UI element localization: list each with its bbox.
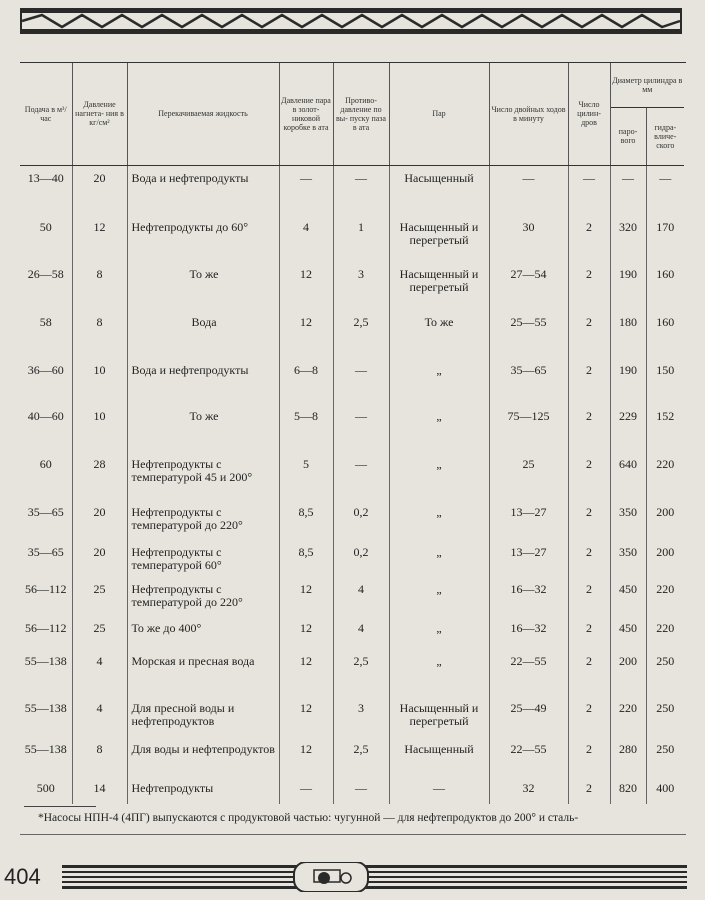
back-pressure-cell: 1 — [333, 215, 389, 262]
diameter-hydraulic-cell: — — [659, 170, 672, 185]
table-row — [20, 577, 684, 616]
feed-cell: 55—138 — [20, 737, 72, 776]
feed-cell: 55—138 — [20, 696, 72, 737]
feed-cell: 60 — [20, 452, 72, 500]
steam-pressure-cell: — — [279, 165, 333, 215]
back-pressure-cell: — — [333, 404, 389, 452]
diameter-hydraulic-cell: 160 — [656, 267, 675, 281]
header-steam-pressure: Давление пара в золот- никовой коробке в ата — [279, 63, 333, 165]
diameter-steam-cell: 350 — [610, 500, 646, 540]
pressure-cell: 4 — [72, 696, 127, 737]
footnote: *Насосы НПН-4 (4ПГ) выпускаются с продуктовой частью: чугунной — для нефтепродуктов до 200° и сталь- — [38, 812, 579, 824]
steam-pressure-cell: 12 — [279, 616, 333, 649]
diameter-hydraulic-cell: 150 — [656, 363, 675, 377]
diameter-steam-cell: 280 — [610, 737, 646, 776]
feed-cell: 56—112 — [20, 616, 72, 649]
steam-pressure-cell: 12 — [279, 737, 333, 776]
steam-pressure-cell: 12 — [279, 577, 333, 616]
double-strokes-cell: 35—65 — [489, 358, 568, 404]
pressure-cell: 12 — [72, 215, 127, 262]
steam-pressure-cell: 5 — [279, 452, 333, 500]
cylinders-cell: 2 — [568, 649, 610, 696]
pressure-cell: 28 — [72, 452, 127, 500]
steam-pressure-cell: 5—8 — [279, 404, 333, 452]
liquid-cell: Вода и нефтепродукты — [127, 358, 279, 404]
table-row — [20, 215, 684, 262]
pressure-cell: 8 — [72, 310, 127, 358]
liquid-cell: Для воды и нефтепродуктов — [127, 737, 279, 776]
double-strokes-cell: 22—55 — [489, 649, 568, 696]
double-strokes-cell: 32 — [489, 776, 568, 804]
feed-cell: 35—65 — [20, 540, 72, 577]
diameter-steam-cell: 820 — [610, 776, 646, 804]
liquid-cell: Нефтепродукты до 60° — [127, 215, 279, 262]
bottom-rule — [20, 834, 686, 835]
pressure-cell: 20 — [72, 500, 127, 540]
double-strokes-cell: 16—32 — [489, 577, 568, 616]
double-strokes-cell: 25—49 — [489, 696, 568, 737]
pressure-cell: 8 — [72, 737, 127, 776]
feed-cell: 35—65 — [20, 500, 72, 540]
table-row — [20, 649, 684, 696]
table-row — [20, 404, 684, 452]
feed-cell: 55—138 — [20, 649, 72, 696]
top-ornament-border — [20, 8, 682, 34]
table-row — [20, 616, 684, 649]
table-row — [20, 696, 684, 737]
liquid-cell: Для пресной воды и нефтепродуктов — [127, 696, 279, 737]
diameter-hydraulic-cell: 250 — [656, 654, 675, 668]
diameter-hydraulic-cell: 170 — [656, 220, 675, 234]
double-strokes-cell: — — [489, 165, 568, 215]
feed-cell: 13—40 — [20, 165, 72, 215]
double-strokes-cell: 25—55 — [489, 310, 568, 358]
liquid-cell: То же — [127, 262, 279, 310]
footnote-rule — [24, 806, 96, 807]
back-pressure-cell: — — [333, 452, 389, 500]
cylinders-cell: 2 — [568, 776, 610, 804]
diameter-hydraulic-cell: 220 — [656, 582, 675, 596]
diameter-steam-cell: 190 — [610, 358, 646, 404]
pressure-cell: 10 — [72, 358, 127, 404]
steam-cell: — — [389, 776, 489, 804]
liquid-cell: Нефтепродукты с температурой до 220° — [127, 500, 279, 540]
cylinders-cell: 2 — [568, 215, 610, 262]
double-strokes-cell: 22—55 — [489, 737, 568, 776]
header-feed: Подача в м³/час — [20, 63, 72, 165]
steam-cell: „ — [389, 500, 489, 540]
header-diameter-steam: паро- вого — [610, 107, 646, 165]
diameter-steam-cell: 200 — [610, 649, 646, 696]
diameter-hydraulic-cell: 250 — [656, 742, 675, 756]
table-row — [20, 452, 684, 500]
steam-cell: Насыщенный и перегретый — [389, 215, 489, 262]
cylinders-cell: 2 — [568, 696, 610, 737]
cylinders-cell: 2 — [568, 577, 610, 616]
steam-cell: То же — [389, 310, 489, 358]
back-pressure-cell: 2,5 — [333, 737, 389, 776]
table-row — [20, 310, 684, 358]
cylinders-cell: — — [568, 165, 610, 215]
back-pressure-cell: — — [333, 776, 389, 804]
steam-cell: „ — [389, 649, 489, 696]
pressure-cell: 14 — [72, 776, 127, 804]
header-cylinders: Число цилин- дров — [568, 63, 610, 165]
header-cylinder-diameter: Диаметр цилиндра в мм — [610, 63, 684, 107]
steam-cell: Насыщенный и перегретый — [389, 696, 489, 737]
feed-cell: 500 — [20, 776, 72, 804]
back-pressure-cell: 3 — [333, 696, 389, 737]
table-row — [20, 262, 684, 310]
liquid-cell: Морская и пресная вода — [127, 649, 279, 696]
steam-pressure-cell: 12 — [279, 696, 333, 737]
table-row — [20, 776, 684, 804]
double-strokes-cell: 27—54 — [489, 262, 568, 310]
back-pressure-cell: — — [333, 165, 389, 215]
header-diameter-hydraulic: гидра- вличе- ского — [646, 107, 684, 165]
steam-pressure-cell: 6—8 — [279, 358, 333, 404]
steam-cell: Насыщенный — [389, 737, 489, 776]
pressure-cell: 10 — [72, 404, 127, 452]
feed-cell: 40—60 — [20, 404, 72, 452]
steam-pressure-cell: 8,5 — [279, 540, 333, 577]
steam-pressure-cell: 12 — [279, 262, 333, 310]
back-pressure-cell: 4 — [333, 577, 389, 616]
liquid-cell: Вода и нефтепродукты — [127, 165, 279, 215]
double-strokes-cell: 25 — [489, 452, 568, 500]
header-double-strokes: Число двойных ходов в минуту — [489, 63, 568, 165]
table-row — [20, 737, 684, 776]
header-discharge-pressure: Давление нагнета- ния в кг/см² — [72, 63, 127, 165]
cylinders-cell: 2 — [568, 404, 610, 452]
diameter-steam-cell: 640 — [610, 452, 646, 500]
feed-cell: 26—58 — [20, 262, 72, 310]
steam-pressure-cell: 12 — [279, 310, 333, 358]
table-row — [20, 358, 684, 404]
steam-cell: „ — [389, 577, 489, 616]
table-row — [20, 540, 684, 577]
table-body — [20, 165, 684, 804]
back-pressure-cell: 3 — [333, 262, 389, 310]
cylinders-cell: 2 — [568, 452, 610, 500]
bottom-ornament-border — [62, 862, 687, 892]
diameter-steam-cell: 320 — [610, 215, 646, 262]
steam-cell: „ — [389, 616, 489, 649]
diameter-hydraulic-cell: 220 — [656, 621, 675, 635]
steam-pressure-cell: — — [279, 776, 333, 804]
table-row — [20, 165, 684, 215]
steam-cell: Насыщенный и перегретый — [389, 262, 489, 310]
steam-cell: „ — [389, 452, 489, 500]
double-strokes-cell: 13—27 — [489, 500, 568, 540]
pressure-cell: 20 — [72, 540, 127, 577]
liquid-cell: То же — [127, 404, 279, 452]
liquid-cell: Нефтепродукты с температурой до 220° — [127, 577, 279, 616]
steam-cell: „ — [389, 404, 489, 452]
pressure-cell: 4 — [72, 649, 127, 696]
back-pressure-cell: 2,5 — [333, 310, 389, 358]
diameter-steam-cell: 229 — [610, 404, 646, 452]
table-row — [20, 500, 684, 540]
diameter-hydraulic-cell: 400 — [656, 781, 675, 795]
liquid-cell: Вода — [127, 310, 279, 358]
cylinders-cell: 2 — [568, 540, 610, 577]
double-strokes-cell: 75—125 — [489, 404, 568, 452]
steam-pressure-cell: 4 — [279, 215, 333, 262]
back-pressure-cell: 0,2 — [333, 500, 389, 540]
liquid-cell: То же до 400° — [127, 616, 279, 649]
pump-specs-table — [20, 63, 684, 804]
diameter-hydraulic-cell: 250 — [656, 701, 675, 715]
diameter-hydraulic-cell: 220 — [656, 457, 675, 471]
cylinders-cell: 2 — [568, 616, 610, 649]
diameter-steam-cell: 190 — [610, 262, 646, 310]
back-pressure-cell: 4 — [333, 616, 389, 649]
back-pressure-cell: 0,2 — [333, 540, 389, 577]
header-steam: Пар — [389, 63, 489, 165]
diameter-hydraulic-cell: 160 — [656, 315, 675, 329]
diameter-hydraulic-cell: 200 — [656, 545, 675, 559]
steam-cell: „ — [389, 540, 489, 577]
double-strokes-cell: 30 — [489, 215, 568, 262]
steam-cell: Насыщенный — [389, 165, 489, 215]
pressure-cell: 8 — [72, 262, 127, 310]
cylinders-cell: 2 — [568, 500, 610, 540]
liquid-cell: Нефтепродукты — [127, 776, 279, 804]
cylinders-cell: 2 — [568, 358, 610, 404]
diameter-steam-cell: 350 — [610, 540, 646, 577]
header-back-pressure: Противо- давление по вы- пуску паза в ата — [333, 63, 389, 165]
steam-pressure-cell: 8,5 — [279, 500, 333, 540]
double-strokes-cell: 13—27 — [489, 540, 568, 577]
feed-cell: 36—60 — [20, 358, 72, 404]
diameter-steam-cell: 180 — [610, 310, 646, 358]
cylinders-cell: 2 — [568, 262, 610, 310]
diameter-steam-cell: — — [610, 165, 646, 215]
diameter-steam-cell: 220 — [610, 696, 646, 737]
diameter-steam-cell: 450 — [610, 577, 646, 616]
feed-cell: 58 — [20, 310, 72, 358]
header-liquid: Перекачиваемая жидкость — [127, 63, 279, 165]
steam-pressure-cell: 12 — [279, 649, 333, 696]
cylinders-cell: 2 — [568, 310, 610, 358]
feed-cell: 56—112 — [20, 577, 72, 616]
cylinders-cell: 2 — [568, 737, 610, 776]
diameter-steam-cell: 450 — [610, 616, 646, 649]
page-number: 404 — [4, 864, 41, 889]
back-pressure-cell: 2,5 — [333, 649, 389, 696]
liquid-cell: Нефтепродукты с температурой 45 и 200° — [127, 452, 279, 500]
feed-cell: 50 — [20, 215, 72, 262]
back-pressure-cell: — — [333, 358, 389, 404]
diameter-hydraulic-cell: 200 — [656, 505, 675, 519]
steam-cell: „ — [389, 358, 489, 404]
pressure-cell: 20 — [72, 165, 127, 215]
pressure-cell: 25 — [72, 616, 127, 649]
diameter-hydraulic-cell: 152 — [656, 409, 675, 423]
double-strokes-cell: 16—32 — [489, 616, 568, 649]
liquid-cell: Нефтепродукты с температурой 60° — [127, 540, 279, 577]
pressure-cell: 25 — [72, 577, 127, 616]
